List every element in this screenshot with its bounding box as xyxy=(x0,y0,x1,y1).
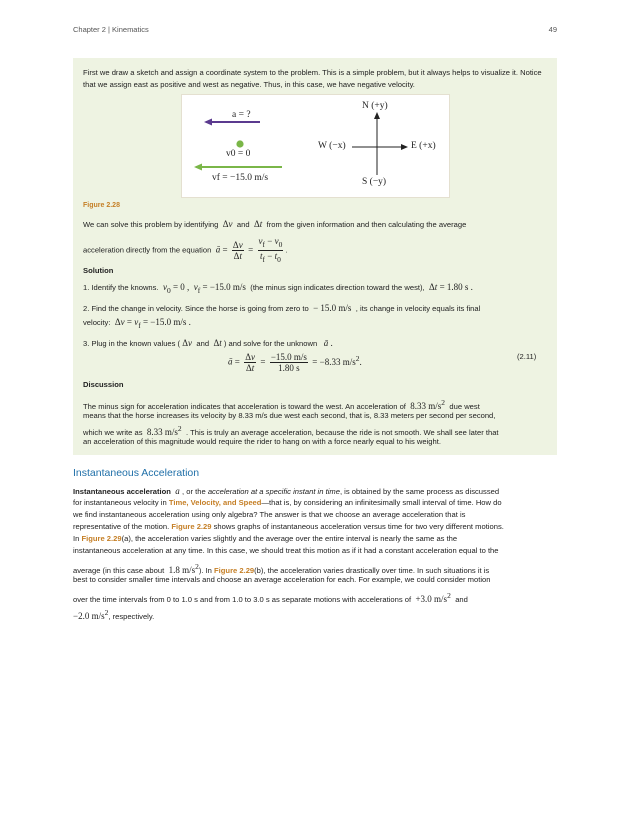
solve-line-1: We can solve this problem by identifying Δv and Δt from the given information and then calculating the average xyxy=(83,219,467,229)
discussion-line-3: which we write as 8.33 $m/s^2$ . This is truly an average acceleration, because the ride is not smooth. We shall see later that xyxy=(83,424,499,437)
section-line-4: representative of the motion. Figure 2.29 shows graphs of instantaneous acceleration versus time for two very different motions. xyxy=(73,522,504,531)
link-time-velocity-speed[interactable]: Time, Velocity, and Speed xyxy=(168,498,262,507)
page-number: 49 xyxy=(548,25,557,34)
final-velocity-label: vf = −15.0 m/s xyxy=(212,173,269,183)
section-line-1: Instantaneous acceleration a , or the acceleration at a specific instant in time, is obtained by the same process as discussed xyxy=(73,486,500,496)
section-title: Instantaneous Acceleration xyxy=(73,467,200,479)
example-intro: First we draw a sketch and assign a coordinate system to the problem. This is a simple problem, but it always helps to visualize it. Notice that we assign east as positive and west as negative. Thus, in this case, we have negative velocity. xyxy=(83,68,542,90)
section-line-7: average (in this case about 1.8 $m/s^2$). In Figure 2.29(b), the acceleration varies drastically over time. In such situations it is xyxy=(73,562,490,575)
step-3: 3. Plug in the known values ( Δv and Δt ) and solve for the unknown ā . xyxy=(83,338,333,348)
section-line-3: we find instantaneous acceleration using only algebra? The answer is that we choose an average acceleration that is xyxy=(73,510,466,519)
solve-line-2: acceleration directly from the equation ā = $\frac{\Delta v}{\Delta t}$ = $\frac{v_f - v_0}{t_f - t_0}$ . xyxy=(83,236,288,264)
acceleration-label: a = ? xyxy=(232,110,251,120)
south-label: S (−y) xyxy=(362,177,387,187)
north-arrowhead xyxy=(374,112,380,119)
link-figure-2-29a[interactable]: Figure 2.29 xyxy=(81,534,122,543)
section-line-10: −2.0 $m/s^2$, respectively. xyxy=(73,608,155,621)
discussion-line-1: The minus sign for acceleration indicates that acceleration is toward the west. An acceleration of 8.33 $m/s^2$ due west xyxy=(83,398,480,411)
step-1: 1. Identify the knowns. $v_0 = 0$ , $v_f = -15.0$ m/s (the minus sign indicates direction toward the west), Δt = 1.80 s . xyxy=(83,282,473,295)
step-2: 2. Find the change in velocity. Since the horse is going from zero to − 15.0 m/s , its change in velocity equals its final xyxy=(83,303,481,313)
final-velocity-arrowhead xyxy=(194,164,202,171)
link-figure-2-29[interactable]: Figure 2.29 xyxy=(171,522,212,531)
horse-dot xyxy=(236,140,243,147)
equation-2-11: ā = $\frac{\Delta v}{\Delta t}$ = $\frac{-15.0 m/s}{1.80 s}$ = −8.33 $m/s^2$. xyxy=(228,352,362,373)
section-line-8: best to consider smaller time intervals and choose an average acceleration for each. For example, we could consider motion xyxy=(73,575,491,584)
equation-number: (2.11) xyxy=(517,352,537,361)
west-label: W (−x) xyxy=(318,141,346,151)
east-arrowhead xyxy=(401,144,408,150)
solution-heading: Solution xyxy=(83,266,114,275)
section-line-6: instantaneous acceleration at any time. In this case, we should treat this motion as if it had a constant acceleration equal to the xyxy=(73,546,499,555)
section-line-5: In Figure 2.29(a), the acceleration varies slightly and the average over the entire interval is nearly the same as the xyxy=(73,534,458,543)
east-label: E (+x) xyxy=(411,141,436,151)
chapter-header: Chapter 2 | Kinematics xyxy=(73,25,149,34)
north-label: N (+y) xyxy=(362,101,388,111)
figure-sketch xyxy=(181,94,450,198)
discussion-line-2: means that the horse increases its velocity by 8.33 m/s due west each second, that is, 8.33 meters per second per second, xyxy=(83,411,496,420)
discussion-heading: Discussion xyxy=(83,380,124,389)
section-line-2: for instantaneous velocity in Time, Velocity, and Speed—that is, by considering an infinitesimally small interval of time. How do xyxy=(73,498,502,507)
discussion-line-4: an acceleration of this magnitude would require the rider to hang on with a force nearly equal to his weight. xyxy=(83,437,441,446)
link-figure-2-29b[interactable]: Figure 2.29 xyxy=(214,566,255,575)
section-line-9: over the time intervals from 0 to 1.0 s and from 1.0 to 3.0 s as separate motions with accelerations of +3.0 $m/s^2$ and xyxy=(73,591,468,604)
initial-velocity-label: v0 = 0 xyxy=(226,149,251,159)
step-2-velocity: velocity: $\Delta v = v_f = -15.0$ m/s . xyxy=(83,317,191,330)
acceleration-arrowhead xyxy=(204,119,212,126)
figure-label: Figure 2.28 xyxy=(83,202,120,209)
